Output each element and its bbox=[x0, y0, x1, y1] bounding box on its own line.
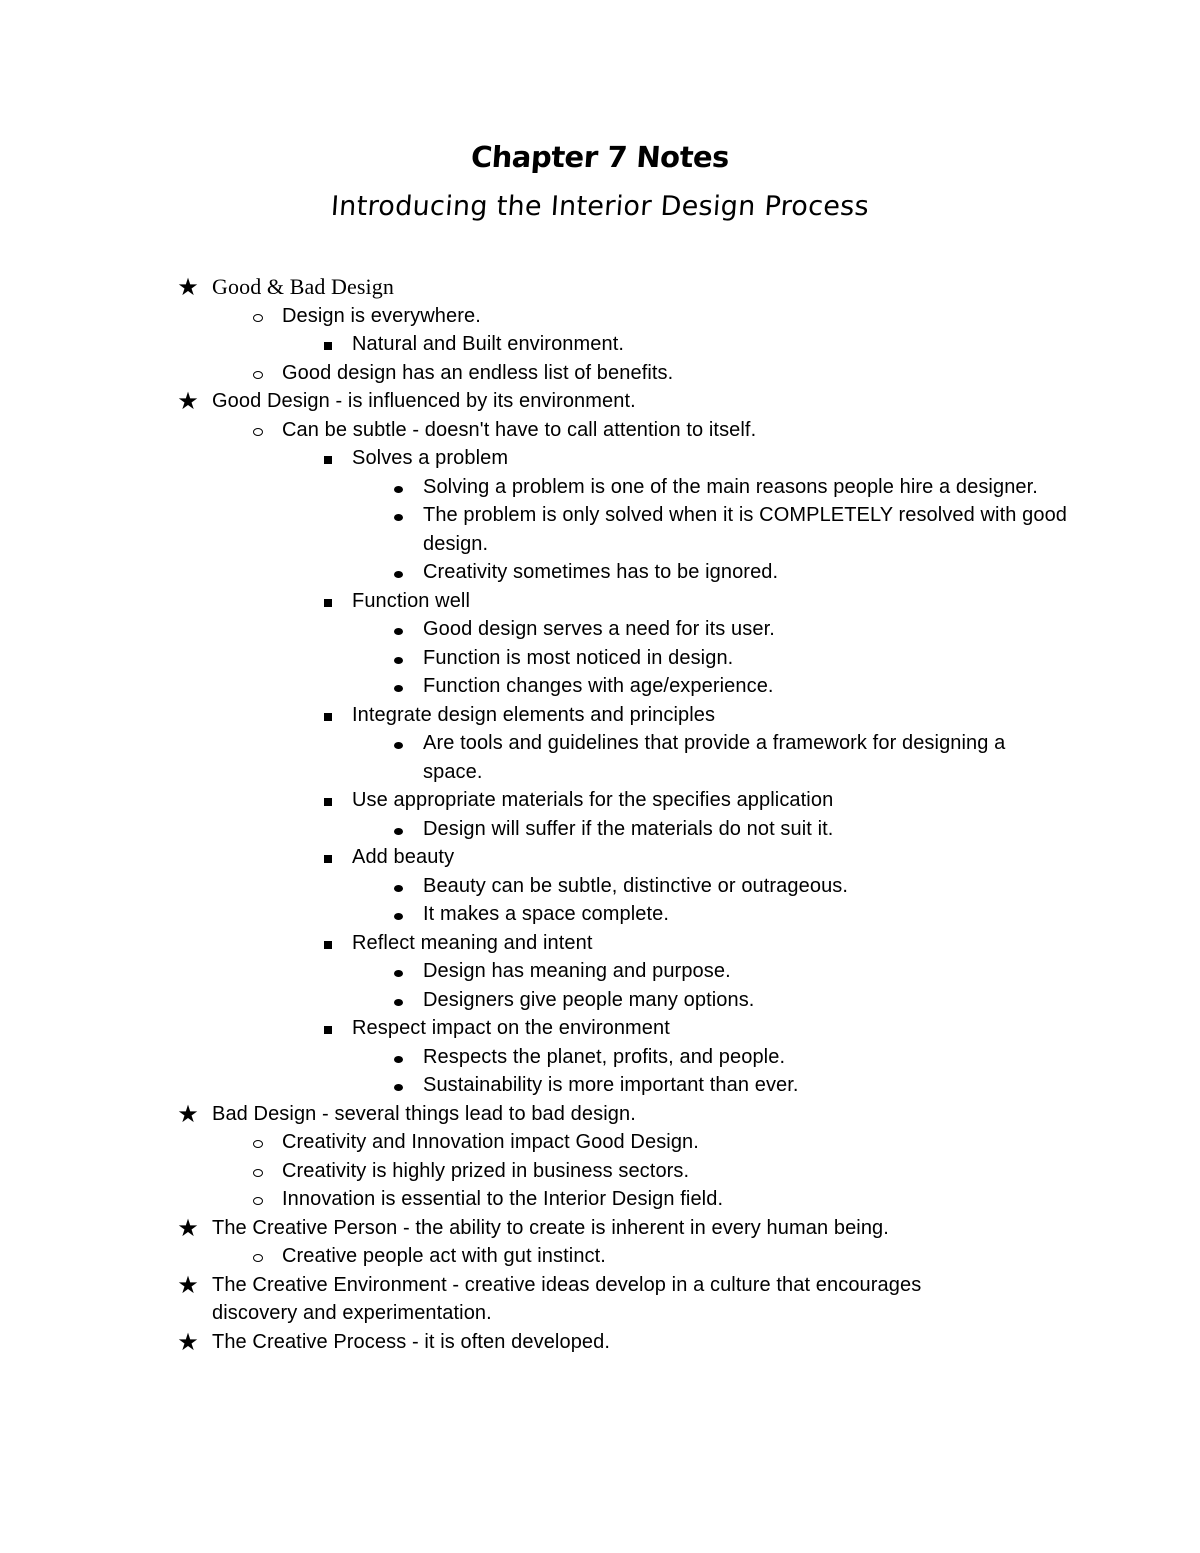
square-icon bbox=[313, 929, 343, 958]
list-item bbox=[0, 359, 1200, 388]
list-item-text: Sustainability is more important than ever. bbox=[423, 1074, 799, 1096]
list-item-text: Are tools and guidelines that provide a framework for designing a space. bbox=[423, 732, 1006, 783]
list-item-text: Function changes with age/experience. bbox=[423, 675, 774, 697]
list-item-text: Good design serves a need for its user. bbox=[423, 618, 775, 640]
circle-icon bbox=[243, 1185, 273, 1214]
star-icon: ★ bbox=[177, 1327, 199, 1356]
bullet-icon bbox=[383, 501, 413, 530]
page-title: Chapter 7 Notes bbox=[469, 140, 731, 174]
list-item bbox=[0, 900, 1200, 929]
list-item-text: Use appropriate materials for the specifies application bbox=[352, 789, 834, 811]
square-icon bbox=[313, 701, 343, 730]
bullet-icon bbox=[383, 672, 413, 701]
list-item bbox=[0, 302, 1200, 331]
list-item bbox=[0, 957, 1200, 986]
list-item-text: Design will suffer if the materials do not suit it. bbox=[423, 817, 834, 840]
list-item bbox=[0, 501, 1200, 558]
list-item bbox=[0, 872, 1200, 901]
square-icon bbox=[313, 444, 343, 473]
star-icon: ★ bbox=[177, 387, 199, 415]
list-item-text: Bad Design - several things lead to bad design. bbox=[212, 1102, 636, 1125]
bullet-icon bbox=[383, 1071, 413, 1100]
list-item-text: Can be subtle - doesn't have to call attention to itself. bbox=[282, 418, 757, 441]
list-item-text: Add beauty bbox=[352, 846, 455, 868]
bullet-icon bbox=[383, 900, 413, 929]
list-item-text: Integrate design elements and principles bbox=[352, 703, 716, 726]
list-item bbox=[0, 1328, 1200, 1357]
list-item-text: The Creative Person - the ability to create is inherent in every human being. bbox=[212, 1216, 889, 1239]
list-item-text: The Creative Environment - creative ideas develop in a culture that encourages discovery and experimentation. bbox=[212, 1273, 922, 1324]
circle-icon bbox=[243, 416, 273, 445]
list-item-text: Solving a problem is one of the main reasons people hire a designer. bbox=[423, 475, 1038, 498]
list-item bbox=[0, 1185, 1200, 1214]
list-item bbox=[0, 1271, 1200, 1328]
bullet-icon bbox=[383, 644, 413, 673]
bullet-icon bbox=[383, 558, 413, 587]
list-item bbox=[0, 473, 1200, 502]
circle-icon bbox=[243, 302, 273, 331]
list-item-text: Good & Bad Design bbox=[212, 274, 394, 299]
list-item bbox=[0, 1128, 1200, 1157]
list-item bbox=[0, 558, 1200, 587]
list-item bbox=[0, 986, 1200, 1015]
star-icon: ★ bbox=[177, 1270, 199, 1299]
square-icon bbox=[313, 786, 343, 815]
bullet-icon bbox=[383, 473, 413, 502]
list-item-text: Function is most noticed in design. bbox=[423, 646, 734, 669]
list-item bbox=[0, 1100, 1200, 1129]
list-item-text: Respect impact on the environment bbox=[352, 1017, 670, 1039]
list-item-text: Beauty can be subtle, distinctive or outrageous. bbox=[423, 874, 849, 897]
list-item bbox=[0, 387, 1200, 416]
bullet-icon bbox=[383, 615, 413, 644]
circle-icon bbox=[243, 1128, 273, 1157]
list-item bbox=[0, 815, 1200, 844]
list-item bbox=[0, 1043, 1200, 1072]
square-icon bbox=[313, 1014, 343, 1043]
bullet-icon bbox=[383, 986, 413, 1015]
list-item-text: Creative people act with gut instinct. bbox=[282, 1245, 606, 1267]
list-item-text: Solves a problem bbox=[352, 447, 509, 469]
square-icon bbox=[313, 330, 343, 359]
bullet-icon bbox=[383, 872, 413, 901]
circle-icon bbox=[243, 1242, 273, 1271]
bullet-icon bbox=[383, 729, 413, 758]
list-item bbox=[0, 330, 1200, 359]
list-item-text: Natural and Built environment. bbox=[352, 333, 625, 355]
bullet-icon bbox=[383, 815, 413, 844]
star-icon: ★ bbox=[177, 1099, 199, 1128]
list-item-text: Good Design - is influenced by its environment. bbox=[212, 390, 636, 412]
list-item-text: Design is everywhere. bbox=[282, 304, 481, 327]
list-item-text: Creativity and Innovation impact Good Design. bbox=[282, 1131, 699, 1153]
list-item-text: Good design has an endless list of benefits. bbox=[282, 361, 674, 384]
list-item bbox=[0, 1157, 1200, 1186]
notes-list bbox=[0, 273, 1200, 1356]
list-item bbox=[0, 929, 1200, 958]
list-item bbox=[0, 1242, 1200, 1271]
list-item bbox=[0, 1214, 1200, 1243]
star-icon: ★ bbox=[177, 1213, 199, 1242]
list-item-text: Respects the planet, profits, and people. bbox=[423, 1045, 786, 1068]
list-item-text: Function well bbox=[352, 589, 471, 612]
list-item-text: The problem is only solved when it is COMPLETELY resolved with good design. bbox=[423, 504, 1068, 555]
list-item-text: The Creative Process - it is often developed. bbox=[212, 1330, 611, 1353]
page-subtitle: Introducing the Interior Design Process bbox=[329, 191, 871, 222]
list-item bbox=[0, 729, 1200, 786]
list-item-text: Designers give people many options. bbox=[423, 988, 755, 1011]
bullet-icon bbox=[383, 957, 413, 986]
list-item bbox=[0, 672, 1200, 701]
list-item bbox=[0, 644, 1200, 673]
list-item bbox=[0, 416, 1200, 445]
circle-icon bbox=[243, 1157, 273, 1186]
list-item bbox=[0, 786, 1200, 815]
list-item-text: Innovation is essential to the Interior Design field. bbox=[282, 1188, 724, 1210]
list-item bbox=[0, 615, 1200, 644]
list-item-text: Creativity sometimes has to be ignored. bbox=[423, 561, 779, 583]
circle-icon bbox=[243, 359, 273, 388]
list-item-text: Design has meaning and purpose. bbox=[423, 960, 731, 982]
list-item bbox=[0, 273, 1200, 302]
list-item-text: Reflect meaning and intent bbox=[352, 931, 593, 954]
list-item-text: It makes a space complete. bbox=[423, 903, 670, 925]
list-item bbox=[0, 444, 1200, 473]
square-icon bbox=[313, 587, 343, 616]
square-icon bbox=[313, 843, 343, 872]
star-icon: ★ bbox=[177, 273, 199, 301]
bullet-icon bbox=[383, 1043, 413, 1072]
list-item bbox=[0, 1014, 1200, 1043]
list-item bbox=[0, 843, 1200, 872]
list-item-text: Creativity is highly prized in business sectors. bbox=[282, 1159, 690, 1182]
list-item bbox=[0, 1071, 1200, 1100]
list-item bbox=[0, 701, 1200, 730]
list-item bbox=[0, 587, 1200, 616]
